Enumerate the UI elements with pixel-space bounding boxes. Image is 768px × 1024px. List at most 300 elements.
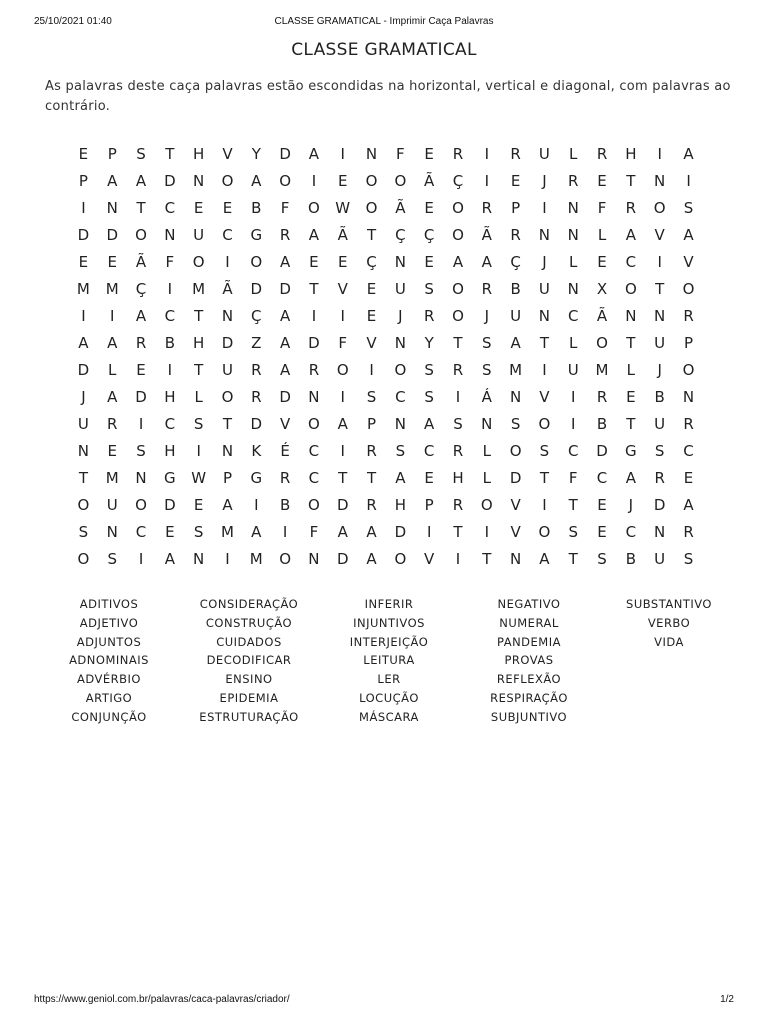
grid-letter: T [309, 279, 319, 298]
grid-letter: O [538, 414, 551, 433]
grid-letter: P [511, 198, 521, 217]
grid-letter: H [193, 144, 205, 163]
grid-letter: U [77, 414, 89, 433]
word-list-item: NUMERAL [499, 615, 559, 630]
grid-letter: A [481, 252, 492, 271]
grid-letter: N [221, 306, 234, 325]
grid-letter: N [308, 387, 320, 406]
grid-row [69, 329, 703, 356]
grid-letter: B [596, 414, 608, 433]
grid-letter: E [424, 252, 434, 271]
grid-letter: P [424, 495, 434, 514]
grid-letter: E [107, 252, 117, 271]
word-list-item: INJUNTIVOS [353, 615, 425, 630]
grid-letter: W [335, 198, 351, 217]
grid-letter: A [683, 225, 694, 244]
grid-letter: R [625, 198, 637, 217]
grid-letter: I [542, 360, 547, 379]
grid-letter: Ç [423, 225, 435, 244]
grid-letter: C [164, 306, 176, 325]
grid-letter: T [194, 306, 204, 325]
grid-letter: D [336, 549, 349, 568]
grid-letter: E [78, 252, 89, 271]
grid-letter: J [628, 495, 634, 514]
grid-letter: O [279, 171, 291, 190]
grid-letter: N [394, 333, 406, 352]
grid-letter: N [394, 414, 406, 433]
grid-letter: O [77, 495, 90, 514]
grid-letter: N [164, 225, 176, 244]
grid-letter: R [107, 414, 118, 433]
grid-letter: I [657, 144, 662, 163]
grid-letter: B [251, 198, 262, 217]
grid-letter: H [164, 387, 176, 406]
grid-letter: Ã [337, 225, 348, 244]
grid-letter: F [568, 468, 578, 487]
grid-letter: R [596, 387, 608, 406]
grid-letter: B [654, 387, 665, 406]
grid-letter: I [657, 252, 662, 271]
grid-letter: L [569, 333, 578, 352]
word-list-item: CONSTRUÇÃO [205, 615, 293, 630]
grid-letter: I [282, 522, 288, 541]
grid-letter: R [596, 144, 608, 163]
grid-letter: L [482, 441, 491, 460]
grid-letter: Ã [395, 198, 406, 217]
grid-letter: P [222, 468, 232, 487]
grid-letter: F [338, 333, 348, 352]
grid-letter: Ã [135, 252, 147, 271]
word-list-item: RESPIRAÇÃO [490, 690, 568, 705]
grid-letter: E [366, 279, 377, 298]
grid-letter: M [192, 279, 206, 298]
grid-letter: A [539, 549, 550, 568]
grid-letter: E [107, 441, 117, 460]
grid-letter: R [683, 522, 694, 541]
grid-letter: C [308, 441, 320, 460]
word-list-item: CONSIDERAÇÃO [199, 597, 299, 611]
grid-letter: T [453, 333, 463, 352]
footer-page-number: 1/2 [720, 994, 734, 1005]
grid-letter: D [336, 495, 349, 514]
grid-letter: E [597, 495, 607, 514]
grid-letter: O [596, 333, 608, 352]
word-list-item: SUBSTANTIVO [626, 597, 712, 611]
grid-letter: G [250, 225, 263, 244]
grid-letter: Ã [222, 279, 233, 298]
word-list-item: ENSINO [225, 672, 273, 687]
grid-letter: O [624, 279, 637, 298]
grid-letter: A [135, 306, 147, 325]
grid-letter: Ç [510, 252, 521, 271]
grid-letter: C [625, 252, 637, 271]
print-datetime: 25/10/2021 01:40 [34, 16, 112, 27]
grid-row [69, 248, 703, 275]
grid-letter: E [626, 387, 636, 406]
word-search-grid [69, 140, 703, 572]
grid-letter: S [193, 522, 204, 541]
grid-letter: H [452, 468, 464, 487]
word-list-item: INFERIR [364, 597, 414, 611]
word-list-item: CUIDADOS [216, 634, 282, 649]
grid-letter: J [542, 252, 547, 271]
grid-letter: M [76, 279, 90, 298]
grid-letter: T [626, 414, 636, 433]
grid-letter: L [626, 360, 636, 379]
grid-letter: N [509, 387, 522, 406]
word-column [179, 595, 319, 727]
grid-letter: A [683, 495, 694, 514]
grid-letter: E [337, 252, 348, 271]
grid-letter: M [220, 522, 234, 541]
grid-letter: S [683, 549, 694, 568]
grid-letter: S [78, 522, 89, 541]
grid-letter: T [136, 198, 146, 217]
grid-letter: D [509, 468, 522, 487]
grid-letter: T [366, 468, 377, 487]
grid-letter: O [336, 360, 349, 379]
grid-letter: N [365, 144, 378, 163]
grid-letter: O [221, 387, 234, 406]
grid-letter: T [568, 549, 578, 568]
grid-letter: N [567, 198, 579, 217]
grid-row [69, 491, 703, 518]
grid-letter: C [164, 414, 176, 433]
grid-letter: V [279, 414, 291, 433]
grid-letter: O [509, 441, 522, 460]
grid-letter: R [683, 306, 694, 325]
grid-letter: Z [251, 333, 262, 352]
word-list-item: NEGATIVO [497, 597, 561, 611]
grid-letter: O [77, 549, 90, 568]
grid-letter: T [539, 468, 549, 487]
grid-letter: D [308, 333, 320, 352]
grid-letter: A [337, 522, 348, 541]
grid-letter: R [423, 306, 435, 325]
grid-row [69, 140, 703, 167]
grid-letter: M [105, 279, 119, 298]
grid-letter: I [138, 549, 144, 568]
grid-letter: N [654, 171, 666, 190]
grid-letter: E [78, 144, 89, 163]
grid-letter: I [571, 414, 576, 433]
grid-letter: P [78, 171, 88, 190]
word-list [39, 595, 739, 727]
word-list-item: ADJETIVO [79, 615, 139, 630]
grid-letter: S [482, 333, 492, 352]
grid-letter: A [279, 333, 291, 352]
grid-letter: R [366, 441, 377, 460]
word-list-item: VERBO [647, 615, 691, 630]
grid-letter: O [452, 225, 464, 244]
grid-letter: D [135, 387, 147, 406]
grid-letter: A [308, 144, 320, 163]
grid-letter: F [280, 198, 290, 217]
grid-letter: A [395, 468, 406, 487]
grid-letter: O [452, 198, 464, 217]
word-column [459, 595, 599, 727]
grid-letter: C [683, 441, 694, 460]
grid-letter: N [221, 441, 234, 460]
word-column [39, 595, 179, 727]
footer-url: https://www.geniol.com.br/palavras/caca-palavras/criador/ [34, 994, 290, 1005]
grid-letter: A [279, 252, 291, 271]
grid-letter: I [542, 198, 547, 217]
grid-letter: Ç [366, 252, 377, 271]
grid-letter: C [164, 198, 176, 217]
grid-letter: E [683, 468, 694, 487]
grid-letter: N [394, 252, 406, 271]
grid-letter: P [684, 333, 694, 352]
grid-letter: É [280, 441, 290, 460]
grid-letter: U [567, 360, 579, 379]
print-footer [0, 994, 768, 1008]
grid-letter: V [654, 225, 665, 244]
grid-letter: A [135, 171, 147, 190]
grid-letter: S [424, 279, 434, 298]
word-list-item: LER [377, 672, 401, 687]
grid-letter: R [452, 360, 464, 379]
grid-letter: O [279, 549, 291, 568]
grid-letter: O [452, 279, 464, 298]
word-list-item: LEITURA [363, 653, 415, 668]
grid-letter: V [510, 522, 521, 541]
grid-letter: R [279, 225, 291, 244]
grid-letter: A [424, 414, 435, 433]
grid-letter: A [222, 495, 233, 514]
word-list-item: ESTRUTURAÇÃO [199, 709, 299, 724]
grid-letter: R [481, 279, 492, 298]
grid-letter: E [165, 522, 175, 541]
grid-letter: D [164, 171, 176, 190]
grid-letter: B [625, 549, 636, 568]
grid-letter: D [653, 495, 666, 514]
grid-letter: J [398, 306, 403, 325]
grid-letter: V [424, 549, 435, 568]
grid-row [69, 410, 703, 437]
word-list-item: ADVÉRBIO [77, 672, 141, 687]
grid-letter: S [424, 360, 434, 379]
grid-letter: I [311, 171, 317, 190]
grid-letter: N [509, 549, 522, 568]
grid-row [69, 464, 703, 491]
grid-letter: C [567, 441, 579, 460]
grid-letter: U [538, 279, 550, 298]
instructions-text: As palavras deste caça palavras estão escondidas na horizontal, vertical e diagonal, com palavras ao contrário. [45, 79, 731, 114]
grid-letter: U [106, 495, 118, 514]
grid-letter: C [308, 468, 320, 487]
grid-letter: O [394, 171, 407, 190]
grid-letter: D [279, 387, 291, 406]
grid-letter: E [309, 252, 319, 271]
grid-letter: E [136, 360, 146, 379]
grid-letter: N [567, 225, 579, 244]
grid-letter: N [106, 522, 118, 541]
grid-letter: R [279, 468, 291, 487]
grid-row [69, 518, 703, 545]
grid-letter: I [167, 279, 173, 298]
grid-letter: D [279, 279, 291, 298]
grid-letter: T [338, 468, 348, 487]
grid-letter: I [340, 441, 345, 460]
word-list-item: INTERJEIÇÃO [349, 634, 429, 649]
grid-letter: E [424, 198, 434, 217]
grid-letter: H [193, 333, 205, 352]
grid-letter: A [452, 252, 464, 271]
word-list-item: MÁSCARA [359, 709, 419, 724]
word-column [319, 595, 459, 727]
grid-letter: U [654, 333, 666, 352]
grid-letter: I [426, 522, 432, 541]
grid-letter: S [136, 144, 146, 163]
grid-letter: R [308, 360, 320, 379]
grid-letter: D [221, 333, 234, 352]
grid-letter: E [193, 198, 204, 217]
grid-letter: L [597, 225, 607, 244]
grid-letter: Ç [135, 279, 147, 298]
grid-letter: N [308, 549, 320, 568]
grid-letter: N [682, 387, 695, 406]
grid-letter: U [654, 414, 666, 433]
grid-letter: N [625, 306, 637, 325]
grid-letter: N [135, 468, 147, 487]
grid-letter: A [279, 306, 291, 325]
grid-letter: O [221, 171, 234, 190]
grid-letter: T [568, 495, 578, 514]
grid-letter: D [394, 522, 407, 541]
grid-letter: I [340, 306, 345, 325]
grid-letter: I [484, 171, 489, 190]
grid-letter: M [509, 360, 523, 379]
grid-letter: U [221, 360, 233, 379]
grid-letter: R [481, 198, 492, 217]
grid-letter: W [191, 468, 207, 487]
grid-letter: T [626, 171, 636, 190]
grid-letter: R [251, 387, 262, 406]
grid-row [69, 545, 703, 572]
grid-letter: E [193, 495, 204, 514]
grid-letter: I [340, 144, 345, 163]
grid-letter: G [164, 468, 176, 487]
grid-letter: V [222, 144, 233, 163]
grid-letter: H [394, 495, 406, 514]
word-list-item: ADJUNTOS [76, 634, 142, 649]
grid-letter: I [340, 387, 345, 406]
grid-letter: E [337, 171, 348, 190]
grid-letter: T [453, 522, 463, 541]
grid-letter: O [682, 360, 695, 379]
grid-letter: N [193, 549, 205, 568]
grid-letter: I [225, 252, 230, 271]
grid-letter: S [568, 522, 578, 541]
grid-letter: U [538, 144, 550, 163]
word-list-item: PROVAS [504, 653, 554, 668]
grid-letter: O [308, 414, 320, 433]
grid-letter: S [107, 549, 117, 568]
grid-letter: B [510, 279, 521, 298]
grid-letter: I [455, 549, 461, 568]
grid-letter: R [568, 171, 579, 190]
grid-letter: L [482, 468, 491, 487]
grid-letter: P [367, 414, 377, 433]
grid-letter: V [683, 252, 694, 271]
grid-letter: B [164, 333, 175, 352]
grid-letter: T [655, 279, 665, 298]
grid-letter: S [510, 414, 521, 433]
grid-letter: I [110, 306, 115, 325]
grid-letter: G [250, 468, 263, 487]
word-list-item: VIDA [654, 634, 684, 649]
grid-letter: U [510, 306, 522, 325]
grid-letter: P [107, 144, 117, 163]
grid-letter: N [106, 198, 118, 217]
grid-letter: U [654, 549, 666, 568]
grid-letter: S [654, 441, 665, 460]
grid-letter: O [452, 306, 464, 325]
grid-row [69, 275, 703, 302]
grid-letter: E [424, 468, 434, 487]
grid-letter: N [193, 171, 205, 190]
grid-letter: R [452, 144, 464, 163]
grid-letter: O [394, 360, 407, 379]
grid-letter: I [196, 441, 201, 460]
grid-letter: C [222, 225, 233, 244]
grid-letter: E [597, 171, 607, 190]
grid-letter: A [78, 333, 89, 352]
grid-letter: S [482, 360, 492, 379]
grid-letter: A [366, 522, 377, 541]
grid-letter: O [653, 198, 666, 217]
grid-letter: S [424, 387, 434, 406]
grid-letter: H [625, 144, 637, 163]
word-list-item: REFLEXÃO [496, 672, 562, 687]
grid-letter: C [625, 522, 637, 541]
word-list-item: LOCUÇÃO [359, 690, 419, 705]
grid-letter: I [686, 171, 691, 190]
grid-letter: J [657, 360, 662, 379]
grid-letter: A [251, 171, 262, 190]
grid-letter: V [539, 387, 550, 406]
grid-letter: R [510, 225, 521, 244]
grid-letter: R [452, 495, 464, 514]
grid-letter: I [81, 198, 86, 217]
grid-letter: O [682, 279, 695, 298]
grid-letter: R [452, 441, 464, 460]
grid-letter: N [538, 306, 551, 325]
grid-row [69, 302, 703, 329]
grid-letter: Ã [481, 225, 492, 244]
grid-letter: N [654, 306, 666, 325]
grid-letter: A [279, 360, 291, 379]
grid-letter: B [279, 495, 291, 514]
grid-letter: M [249, 549, 263, 568]
word-list-item: EPIDEMIA [219, 690, 279, 705]
grid-letter: S [683, 198, 694, 217]
grid-letter: D [250, 414, 263, 433]
grid-letter: C [395, 387, 406, 406]
grid-letter: T [222, 414, 233, 433]
grid-letter: N [77, 441, 90, 460]
grid-letter: I [542, 495, 547, 514]
grid-letter: T [78, 468, 88, 487]
grid-letter: T [626, 333, 636, 352]
grid-letter: I [81, 306, 86, 325]
word-list-item: CONJUNÇÃO [71, 709, 147, 724]
grid-letter: I [571, 387, 576, 406]
grid-letter: D [164, 495, 176, 514]
grid-letter: A [164, 549, 175, 568]
word-list-item: PANDEMIA [497, 634, 561, 649]
